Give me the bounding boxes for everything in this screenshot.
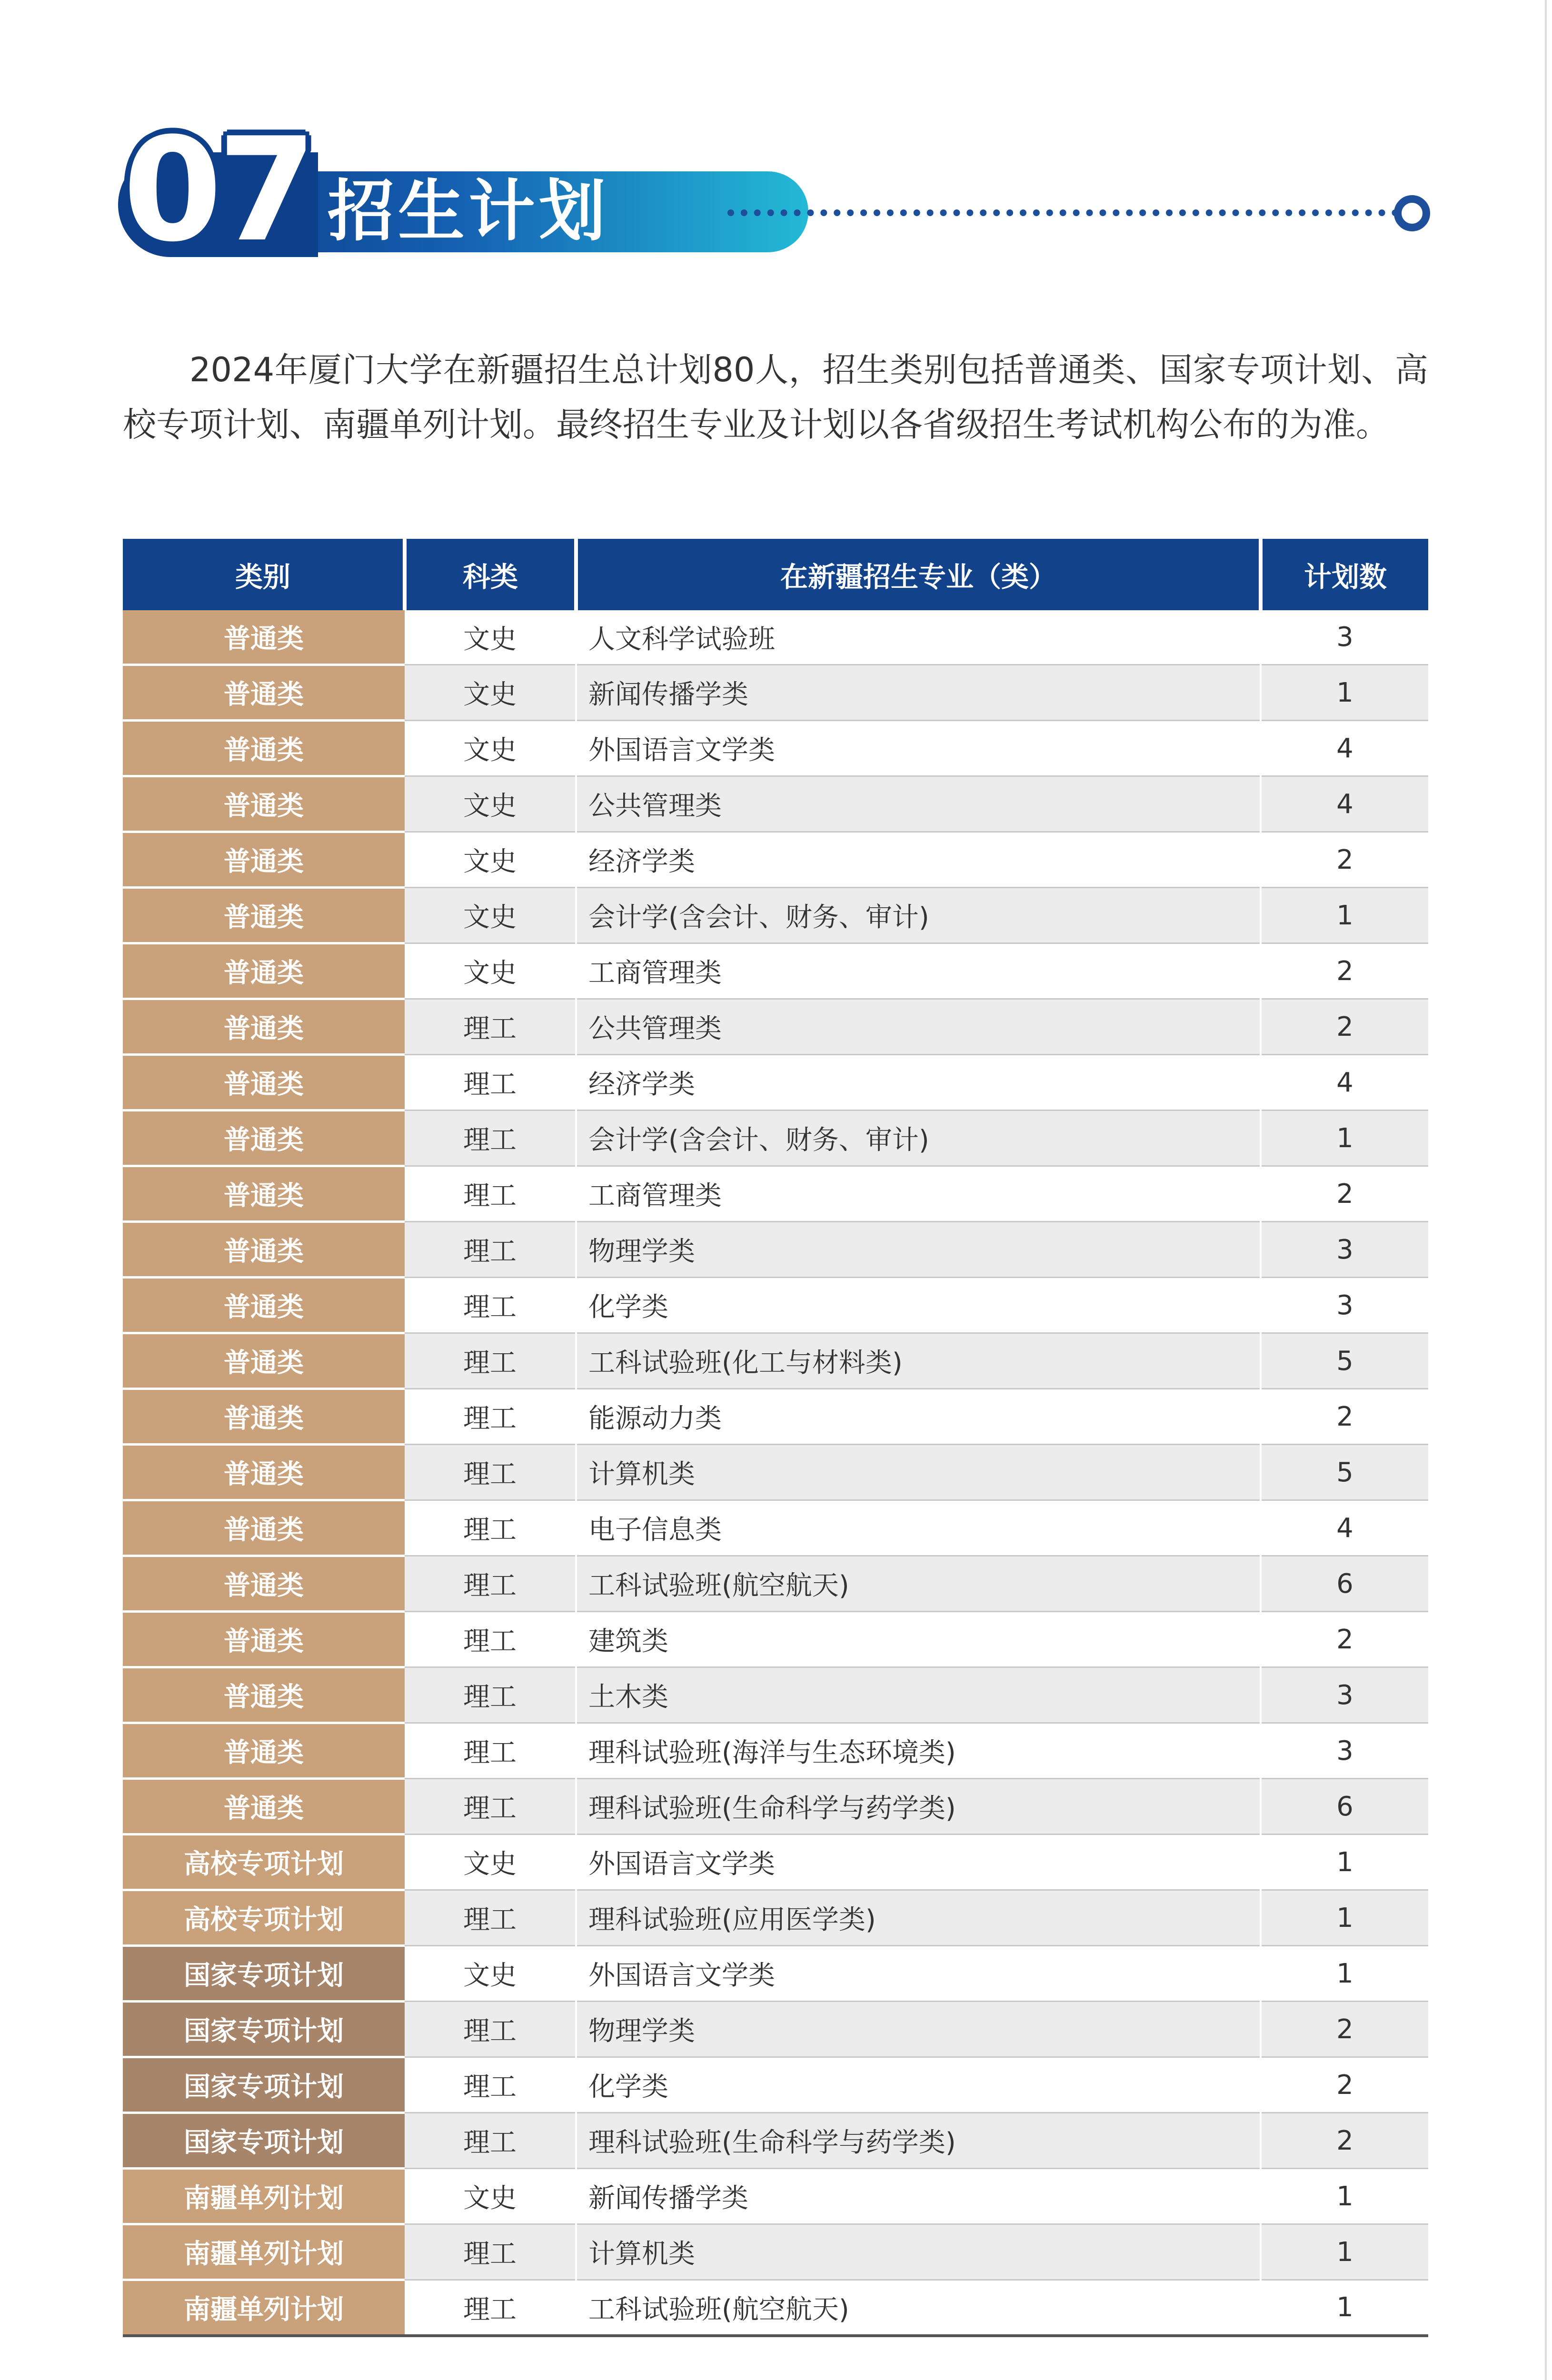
plan-row (123, 2113, 1428, 2169)
row-subject: 理工 (405, 1111, 576, 1166)
row-major: 公共管理类 (576, 776, 1261, 832)
plan-row (123, 2280, 1428, 2336)
plan-row (123, 1667, 1428, 1723)
row-major: 理科试验班(海洋与生态环境类) (576, 1723, 1261, 1779)
row-count: 2 (1261, 943, 1428, 999)
plan-row (123, 832, 1428, 888)
row-category: 普通类 (123, 1055, 405, 1111)
row-category: 高校专项计划 (123, 1890, 405, 1946)
row-subject: 理工 (405, 1055, 576, 1111)
section-number: 07 (123, 107, 312, 273)
header-subject: 科类 (405, 539, 576, 610)
row-count: 2 (1261, 1166, 1428, 1222)
header-major: 在新疆招生专业（类） (576, 539, 1261, 610)
row-count: 1 (1261, 665, 1428, 721)
row-category: 普通类 (123, 776, 405, 832)
plan-row (123, 1111, 1428, 1166)
row-subject: 理工 (405, 1333, 576, 1389)
row-major: 公共管理类 (576, 999, 1261, 1055)
row-subject: 理工 (405, 1723, 576, 1779)
row-category: 南疆单列计划 (123, 2224, 405, 2280)
row-subject: 理工 (405, 1667, 576, 1723)
row-subject: 理工 (405, 2002, 576, 2057)
plan-row (123, 888, 1428, 943)
row-major: 人文科学试验班 (576, 610, 1261, 665)
intro-paragraph: 2024年厦门大学在新疆招生总计划80人，招生类别包括普通类、国家专项计划、高校专项计划、南疆单列计划。最终招生专业及计划以各省级招生考试机构公布的为准。 (123, 350, 1428, 444)
row-category: 普通类 (123, 943, 405, 999)
plan-row (123, 1222, 1428, 1278)
row-major: 工商管理类 (576, 1166, 1261, 1222)
row-major: 理科试验班(生命科学与药学类) (576, 1779, 1261, 1835)
row-count: 1 (1261, 2169, 1428, 2224)
plan-header-row (123, 539, 1428, 610)
row-count: 3 (1261, 1278, 1428, 1333)
row-major: 化学类 (576, 1278, 1261, 1333)
row-major: 理科试验班(生命科学与药学类) (576, 2113, 1261, 2169)
row-category: 普通类 (123, 1333, 405, 1389)
plan-row (123, 1389, 1428, 1445)
plan-row (123, 1890, 1428, 1946)
plan-row (123, 1166, 1428, 1222)
row-category: 国家专项计划 (123, 1946, 405, 2002)
row-major: 新闻传播学类 (576, 2169, 1261, 2224)
row-major: 化学类 (576, 2057, 1261, 2113)
row-count: 2 (1261, 2002, 1428, 2057)
row-category: 普通类 (123, 1500, 405, 1556)
row-count: 2 (1261, 1612, 1428, 1667)
row-category: 普通类 (123, 1278, 405, 1333)
row-count: 5 (1261, 1333, 1428, 1389)
row-subject: 理工 (405, 1890, 576, 1946)
row-subject: 理工 (405, 1166, 576, 1222)
row-count: 1 (1261, 1890, 1428, 1946)
row-subject: 文史 (405, 2169, 576, 2224)
row-subject: 文史 (405, 943, 576, 999)
section-title: 招生计划 (328, 173, 610, 250)
row-category: 普通类 (123, 1166, 405, 1222)
row-subject: 文史 (405, 665, 576, 721)
row-category: 国家专项计划 (123, 2113, 405, 2169)
row-subject: 文史 (405, 1946, 576, 2002)
row-count: 5 (1261, 1445, 1428, 1500)
row-major: 工科试验班(化工与材料类) (576, 1333, 1261, 1389)
row-subject: 理工 (405, 1779, 576, 1835)
plan-row (123, 1779, 1428, 1835)
row-count: 1 (1261, 2280, 1428, 2336)
row-major: 计算机类 (576, 2224, 1261, 2280)
dotted-rule (727, 209, 1399, 216)
row-subject: 理工 (405, 2224, 576, 2280)
row-category: 普通类 (123, 1111, 405, 1166)
row-major: 建筑类 (576, 1612, 1261, 1667)
row-category: 南疆单列计划 (123, 2169, 405, 2224)
row-major: 物理学类 (576, 2002, 1261, 2057)
row-major: 工商管理类 (576, 943, 1261, 999)
row-count: 1 (1261, 1946, 1428, 2002)
row-category: 普通类 (123, 1779, 405, 1835)
row-count: 3 (1261, 610, 1428, 665)
row-count: 2 (1261, 832, 1428, 888)
plan-row (123, 1835, 1428, 1890)
row-major: 理科试验班(应用医学类) (576, 1890, 1261, 1946)
row-count: 3 (1261, 1723, 1428, 1779)
plan-row (123, 1723, 1428, 1779)
row-major: 电子信息类 (576, 1500, 1261, 1556)
row-subject: 文史 (405, 721, 576, 776)
row-major: 工科试验班(航空航天) (576, 1556, 1261, 1612)
row-count: 2 (1261, 2113, 1428, 2169)
section-heading-plan (123, 107, 1428, 273)
row-subject: 文史 (405, 776, 576, 832)
row-category: 普通类 (123, 1445, 405, 1500)
plan-row (123, 721, 1428, 776)
row-count: 6 (1261, 1779, 1428, 1835)
row-category: 普通类 (123, 1612, 405, 1667)
row-subject: 理工 (405, 2280, 576, 2336)
plan-row (123, 1500, 1428, 1556)
plan-row (123, 999, 1428, 1055)
row-category: 国家专项计划 (123, 2057, 405, 2113)
row-count: 2 (1261, 999, 1428, 1055)
row-count: 4 (1261, 721, 1428, 776)
plan-row (123, 2224, 1428, 2280)
plan-row (123, 943, 1428, 999)
row-count: 2 (1261, 2057, 1428, 2113)
row-count: 3 (1261, 1667, 1428, 1723)
row-subject: 文史 (405, 610, 576, 665)
row-category: 南疆单列计划 (123, 2280, 405, 2336)
row-major: 经济学类 (576, 1055, 1261, 1111)
row-major: 物理学类 (576, 1222, 1261, 1278)
row-category: 普通类 (123, 1222, 405, 1278)
row-category: 普通类 (123, 721, 405, 776)
row-category: 普通类 (123, 832, 405, 888)
plan-table-body (123, 610, 1428, 2336)
row-subject: 理工 (405, 1556, 576, 1612)
row-count: 6 (1261, 1556, 1428, 1612)
row-category: 普通类 (123, 610, 405, 665)
plan-row (123, 1612, 1428, 1667)
plan-row (123, 1333, 1428, 1389)
row-subject: 理工 (405, 1389, 576, 1445)
row-count: 1 (1261, 1111, 1428, 1166)
ring-marker-icon (1394, 195, 1430, 231)
row-category: 普通类 (123, 888, 405, 943)
row-subject: 理工 (405, 999, 576, 1055)
plan-row (123, 665, 1428, 721)
row-category: 普通类 (123, 665, 405, 721)
row-major: 经济学类 (576, 832, 1261, 888)
row-count: 3 (1261, 1222, 1428, 1278)
row-category: 普通类 (123, 1723, 405, 1779)
header-category: 类别 (123, 539, 405, 610)
row-major: 会计学(含会计、财务、审计) (576, 888, 1261, 943)
row-category: 高校专项计划 (123, 1835, 405, 1890)
row-subject: 文史 (405, 832, 576, 888)
row-count: 1 (1261, 2224, 1428, 2280)
plan-row (123, 1055, 1428, 1111)
plan-row (123, 2002, 1428, 2057)
row-subject: 文史 (405, 888, 576, 943)
row-major: 外国语言文学类 (576, 721, 1261, 776)
row-category: 普通类 (123, 999, 405, 1055)
row-count: 1 (1261, 888, 1428, 943)
plan-row (123, 1278, 1428, 1333)
plan-table (123, 539, 1428, 2337)
row-major: 工科试验班(航空航天) (576, 2280, 1261, 2336)
row-major: 新闻传播学类 (576, 665, 1261, 721)
row-subject: 理工 (405, 1500, 576, 1556)
row-subject: 文史 (405, 1835, 576, 1890)
row-subject: 理工 (405, 2057, 576, 2113)
row-major: 计算机类 (576, 1445, 1261, 1500)
plan-row (123, 1946, 1428, 2002)
plan-row (123, 1445, 1428, 1500)
row-count: 1 (1261, 1835, 1428, 1890)
row-subject: 理工 (405, 1612, 576, 1667)
header-count: 计划数 (1261, 539, 1428, 610)
row-count: 4 (1261, 1055, 1428, 1111)
row-subject: 理工 (405, 1222, 576, 1278)
page-edge (1545, 0, 1547, 2380)
row-major: 能源动力类 (576, 1389, 1261, 1445)
row-major: 会计学(含会计、财务、审计) (576, 1111, 1261, 1166)
plan-row (123, 776, 1428, 832)
row-count: 4 (1261, 1500, 1428, 1556)
row-subject: 理工 (405, 1278, 576, 1333)
row-major: 土木类 (576, 1667, 1261, 1723)
row-category: 普通类 (123, 1667, 405, 1723)
row-count: 4 (1261, 776, 1428, 832)
plan-row (123, 610, 1428, 665)
row-category: 普通类 (123, 1389, 405, 1445)
plan-row (123, 1556, 1428, 1612)
row-major: 外国语言文学类 (576, 1835, 1261, 1890)
plan-row (123, 2057, 1428, 2113)
row-category: 国家专项计划 (123, 2002, 405, 2057)
row-category: 普通类 (123, 1556, 405, 1612)
row-count: 2 (1261, 1389, 1428, 1445)
plan-row (123, 2169, 1428, 2224)
row-subject: 理工 (405, 2113, 576, 2169)
row-subject: 理工 (405, 1445, 576, 1500)
row-major: 外国语言文学类 (576, 1946, 1261, 2002)
